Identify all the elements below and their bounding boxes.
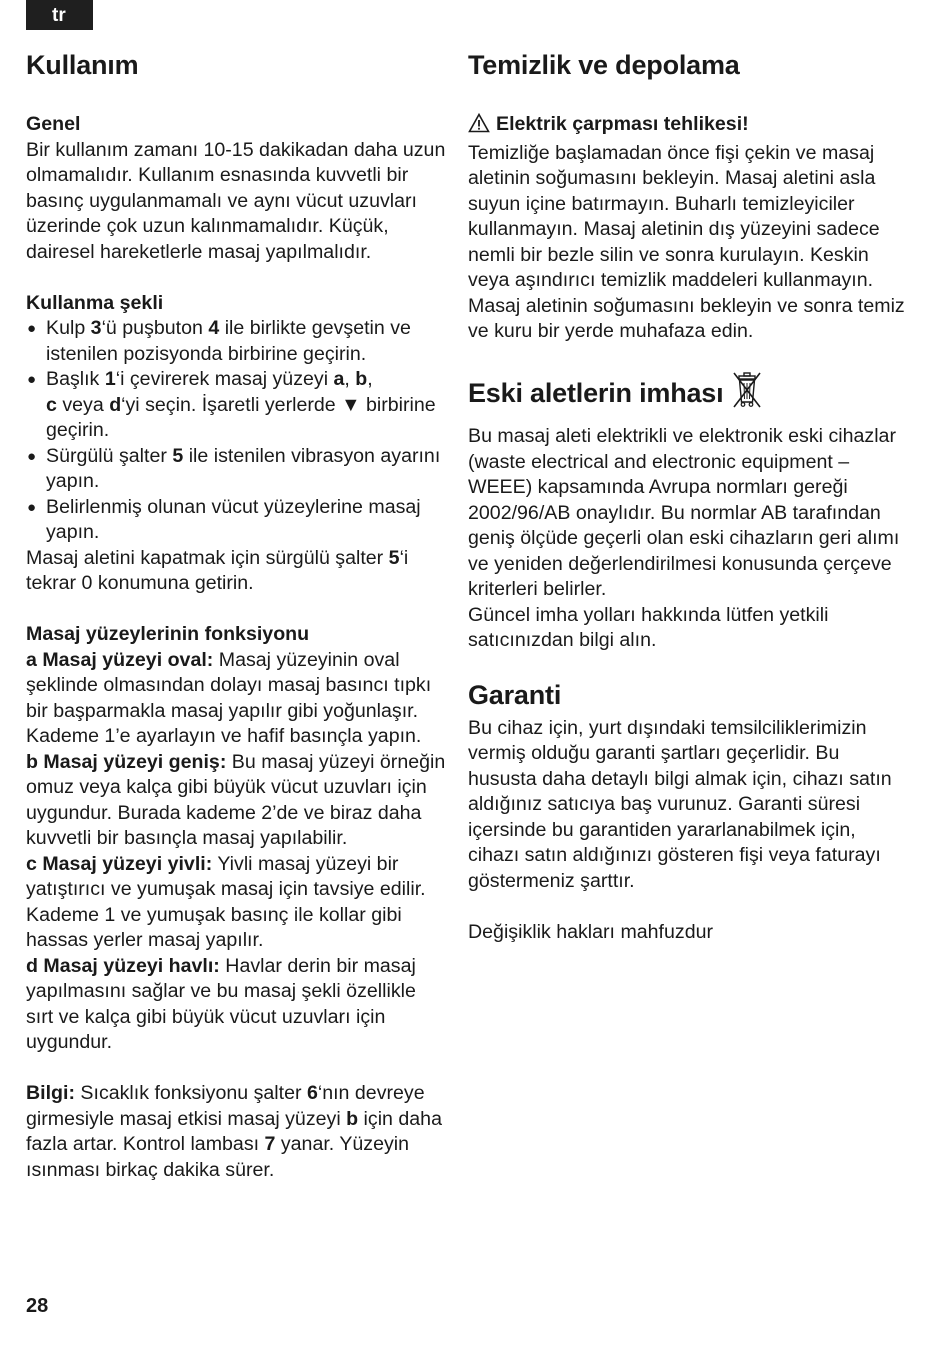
right-column — [468, 48, 908, 945]
surface-b: b Masaj yüzeyi geniş: Bu masaj yüzeyi örneğin omuz veya kalça gibi büyük vücut uzuvları için uygundur. Burada kademe 2’de ve biraz daha kuvvetli bir basınçla masaj yapılabilir. — [26, 750, 446, 849]
warning-line: Elektrik çarpması tehlikesi! — [468, 112, 908, 141]
usage-heading: Kullanma şekli — [26, 291, 164, 314]
surface-d: d Masaj yüzeyi havlı: Havlar derin bir masaj yapılmasını sağlar ve bu masaj şekli özellikle sırt ve kalça gibi büyük vücut uzuvları için uygundur. — [26, 954, 416, 1053]
disposal-title: Eski aletlerin imhası — [468, 370, 908, 418]
general-text: Bir kullanım zamanı 10-15 dakikadan daha uzun olmamalıdır. Kullanım esnasında kuvvetli bir basınç uygulanmamalı ve aynı vücut uzuvları üzerinde çok uzun kalınmamalıdır. Küçük, dairesel hareketlerle masaj yapılmalıdır. — [26, 138, 446, 263]
left-column — [26, 48, 446, 1183]
surface-c: c Masaj yüzeyi yivli: Yivli masaj yüzeyi bir yatıştırıcı ve yumuşak masaj için tavsiye edilir. Kademe 1 ve yumuşak basınç ile kollar gibi hassas yerler masaj yapılır. — [26, 852, 426, 951]
switch-off-text: Masaj aletini kapatmak için sürgülü şalter 5‘i tekrar 0 konumuna getirin. — [26, 546, 409, 594]
warranty-title: Garanti — [468, 679, 562, 710]
warranty-text: Bu cihaz için, yurt dışındaki temsilciliklerimizin vermiş olduğu garanti şartları geçerlidir. Bu hususta daha detaylı bilgi almak için, cihazı satın aldığınız satıcıya baş vurunuz. Garanti süresi içersinde bu garantiden yararlanabilmek için, cihazı satın aldığınızı gösteren fişi veya faturayı göstermeniz şarttır. — [468, 716, 892, 892]
usage-title: Kullanım — [26, 50, 139, 80]
cleaning-text: Temizliğe başlamadan önce fişi çekin ve masaj aletinin soğumasını bekleyin. Masaj aletini asla suyun içine batırmayın. Buharlı temizleyiciler kullanmayın. Masaj aletinin dış yüzeyini sadece nemli bir bezle silin ve sonra kurulayın. Keskin veya aşındırıcı temizlik maddeleri kullanmayın. Masaj aletinin soğumasını bekleyin ve sonra temiz ve kuru bir yerde muhafaza edin. — [468, 141, 905, 342]
info-note: Bilgi: Sıcaklık fonksiyonu şalter 6‘nın devreye girmesiyle masaj etkisi masaj yüzeyi b için daha fazla artar. Kontrol lambası 7 yanar. Yüzeyin ısınması birkaç dakika sürer. — [26, 1082, 442, 1181]
usage-list — [26, 316, 446, 546]
general-heading: Genel — [26, 113, 81, 135]
disposal-text-2: Güncel imha yolları hakkında lütfen yetkili satıcınızdan bilgi alın. — [468, 603, 829, 651]
surface-a: a Masaj yüzeyi oval: Masaj yüzeyinin oval şeklinde olmasından dolayı masaj basıncı tıpkı bir başparmakla masaj yapılır gibi yoğunlaşır. Kademe 1’e ayarlayın ve hafif basınçla yapın. — [26, 648, 432, 747]
surfaces-heading: Masaj yüzeylerinin fonksiyonu — [26, 623, 310, 645]
warning-triangle-icon — [468, 113, 490, 141]
list-item: ● Başlık 1‘i çevirerek masaj yüzeyi a, b, c veya d‘yi seçin. İşaretli yerlerde ▼ birbirine geçirin. — [26, 367, 446, 444]
crossed-bin-icon — [731, 370, 763, 418]
list-item: ● Belirlenmiş olunan vücut yüzeylerine masaj yapın. — [26, 495, 446, 546]
cleaning-title: Temizlik ve depolama — [468, 50, 740, 80]
rights-note: Değişiklik hakları mahfuzdur — [468, 920, 714, 943]
disposal-text: Bu masaj aleti elektrikli ve elektronik eski cihazlar (waste electrical and electronic equipment – WEEE) kapsamında Avrupa normları gereği 2002/96/AB onaylıdır. Bu normlar AB tarafından geniş ölçüde geçerli olan eski cihazların geri alımı ve yeniden değerlendirilmesi konusunda çerçeve kriterleri belirler. — [468, 425, 900, 600]
language-tab: tr — [26, 0, 93, 30]
page-number: 28 — [26, 1295, 49, 1317]
list-item: ● Sürgülü şalter 5 ile istenilen vibrasyon ayarını yapın. — [26, 444, 446, 495]
list-item: ● Kulp 3‘ü puşbuton 4 ile birlikte gevşetin ve istenilen pozisyonda birbirine geçirin. — [26, 316, 446, 367]
